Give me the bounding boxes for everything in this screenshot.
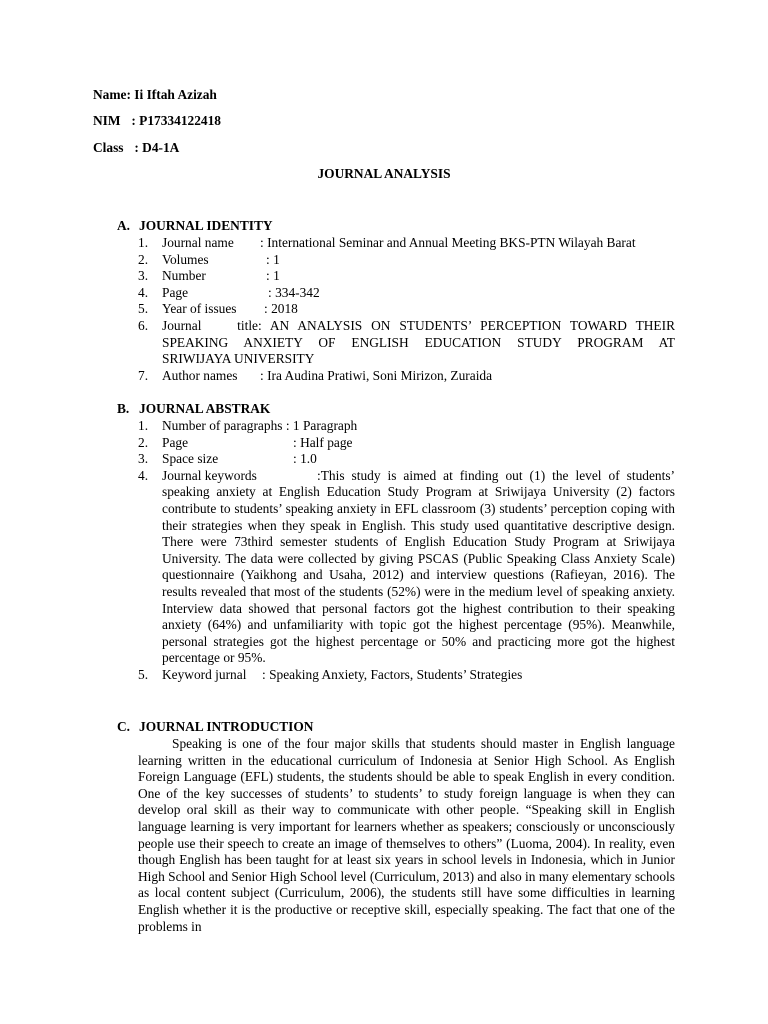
item-number: 4. [138,467,149,483]
section-b-heading [117,401,270,418]
item-value: : 334-342 [268,284,320,300]
section-b-title: JOURNAL ABSTRAK [139,401,271,416]
document-title: JOURNAL ANALYSIS [317,166,451,181]
item-value: : AN ANALYSIS ON STUDENTS’ PERCEPTION TOWARD THEIR [258,317,675,333]
section-a-list [138,235,675,384]
item-number: 2. [138,434,149,450]
item-label: Year of issues [162,301,237,317]
class-label: Class [93,140,124,155]
list-item [138,318,675,368]
section-c-title: JOURNAL INTRODUCTION [139,719,314,734]
item-number: 4. [138,284,149,300]
item-number: 3. [138,451,149,467]
item-value: : Speaking Anxiety, Factors, Students’ Strategies [262,666,523,682]
student-name-line [93,87,217,104]
name-label: Name: [93,87,131,102]
item-label: Volumes [162,251,209,267]
list-item [138,268,675,285]
section-c-letter: C. [117,719,131,734]
item-label: Journal keywords [162,467,257,483]
section-a-heading [117,218,273,235]
section-b-letter: B. [117,401,130,416]
class-value: : D4-1A [134,140,180,155]
item-value: : 1 [266,268,280,284]
section-b-list [138,418,675,684]
item-label: Journal title [162,317,258,333]
list-item [138,301,675,318]
list-item [138,468,675,667]
student-nim-line [93,113,221,130]
item-label: Page [162,284,189,300]
list-item [138,451,675,468]
nim-value: : P17334122418 [131,113,221,128]
item-number: 6. [138,317,149,333]
item-number: 5. [138,301,149,317]
item-label: Page [162,434,189,450]
section-a-title: JOURNAL IDENTITY [139,218,273,233]
abstract-text: :This study is aimed at finding out (1) the level of students’ speaking anxiety at English Education Study Program at Sriwijaya University (2) factors contribute to students’ speaking anxiety in EFL classroom (3) students’ perception coping with their strategies when they speak in English. This study used quantitative descriptive design. There were 73third semester students of English Education Study Program at Sriwijaya University. The data were collected by giving PSCAS (Public Speaking Class Anxiety Scale) questionnaire (Yaikhong and Usaha, 2012) and interview questions (Rafieyan, 2016). The results revealed that most of the students (52%) were in the medium level of speaking anxiety. Interview data showed that personal factors got the highest contribution to their speaking anxiety (64%) and unfamiliarity with topic got the highest percentage (95%). Meanwhile, personal strategies got the highest percentage or 50% and practicing more got the highest percentage or 95%. [162,467,675,666]
item-value: : 2018 [264,301,298,317]
item-label: Space size [162,451,219,467]
item-label: Journal name [162,235,234,250]
list-item [138,667,675,684]
introduction-paragraph: Speaking is one of the four major skills that students should master in English language learning written in the educational curriculum of Indonesia at Senior High School. As English Foreign Language (EFL) students, the students should be able to speak English in every condition. One of the key successes of students’ to students’ to study foreign language is when they can develop oral skill as their way to communicate with other people. “Speaking skill in English language learning is very important for learners whether as speakers; consciously or unconsciously people use their speech to create an image of themselves to others” (Luoma, 2004). In reality, even though English has been taught for at least six years in school levels in Indonesia, which in Junior High School and Senior High School level (Curriculum, 2013) and also in many elementary schools as local content subject (Curriculum, 2006), the students still have some difficulties in learning English whether it is the productive or receptive skill, especially speaking. The fact that one of the problems in [138,736,675,934]
item-label: Author names [162,367,238,383]
item-number: 1. [138,235,149,250]
item-value-continued: SRIWIJAYA UNIVERSITY [162,351,315,367]
item-label: Number of paragraphs [162,418,283,433]
item-value-continued: SPEAKING ANXIETY OF ENGLISH EDUCATION STUDY PROGRAM AT [162,334,675,350]
item-label: Number [162,268,206,284]
list-item [138,252,675,269]
item-number: 1. [138,418,149,433]
item-number: 3. [138,268,149,284]
item-value: : Ira Audina Pratiwi, Soni Mirizon, Zuraida [260,367,493,383]
item-value: : 1 [266,251,280,267]
list-item [138,285,675,302]
item-value: : International Seminar and Annual Meeting BKS-PTN Wilayah Barat [260,235,636,250]
nim-label: NIM [93,113,121,128]
name-value: Ii Iftah Azizah [134,87,217,102]
section-c-heading [117,719,313,736]
student-class-line [93,140,179,157]
section-a-letter: A. [117,218,131,233]
item-number: 7. [138,367,149,383]
list-item [138,435,675,452]
list-item [138,235,675,252]
list-item [138,418,675,435]
item-value: : 1 Paragraph [285,418,358,433]
item-value: : Half page [293,434,353,450]
item-number: 2. [138,251,149,267]
item-value: : 1.0 [293,451,317,467]
item-number: 5. [138,666,149,682]
item-label: Keyword jurnal [162,666,247,682]
list-item [138,368,675,385]
